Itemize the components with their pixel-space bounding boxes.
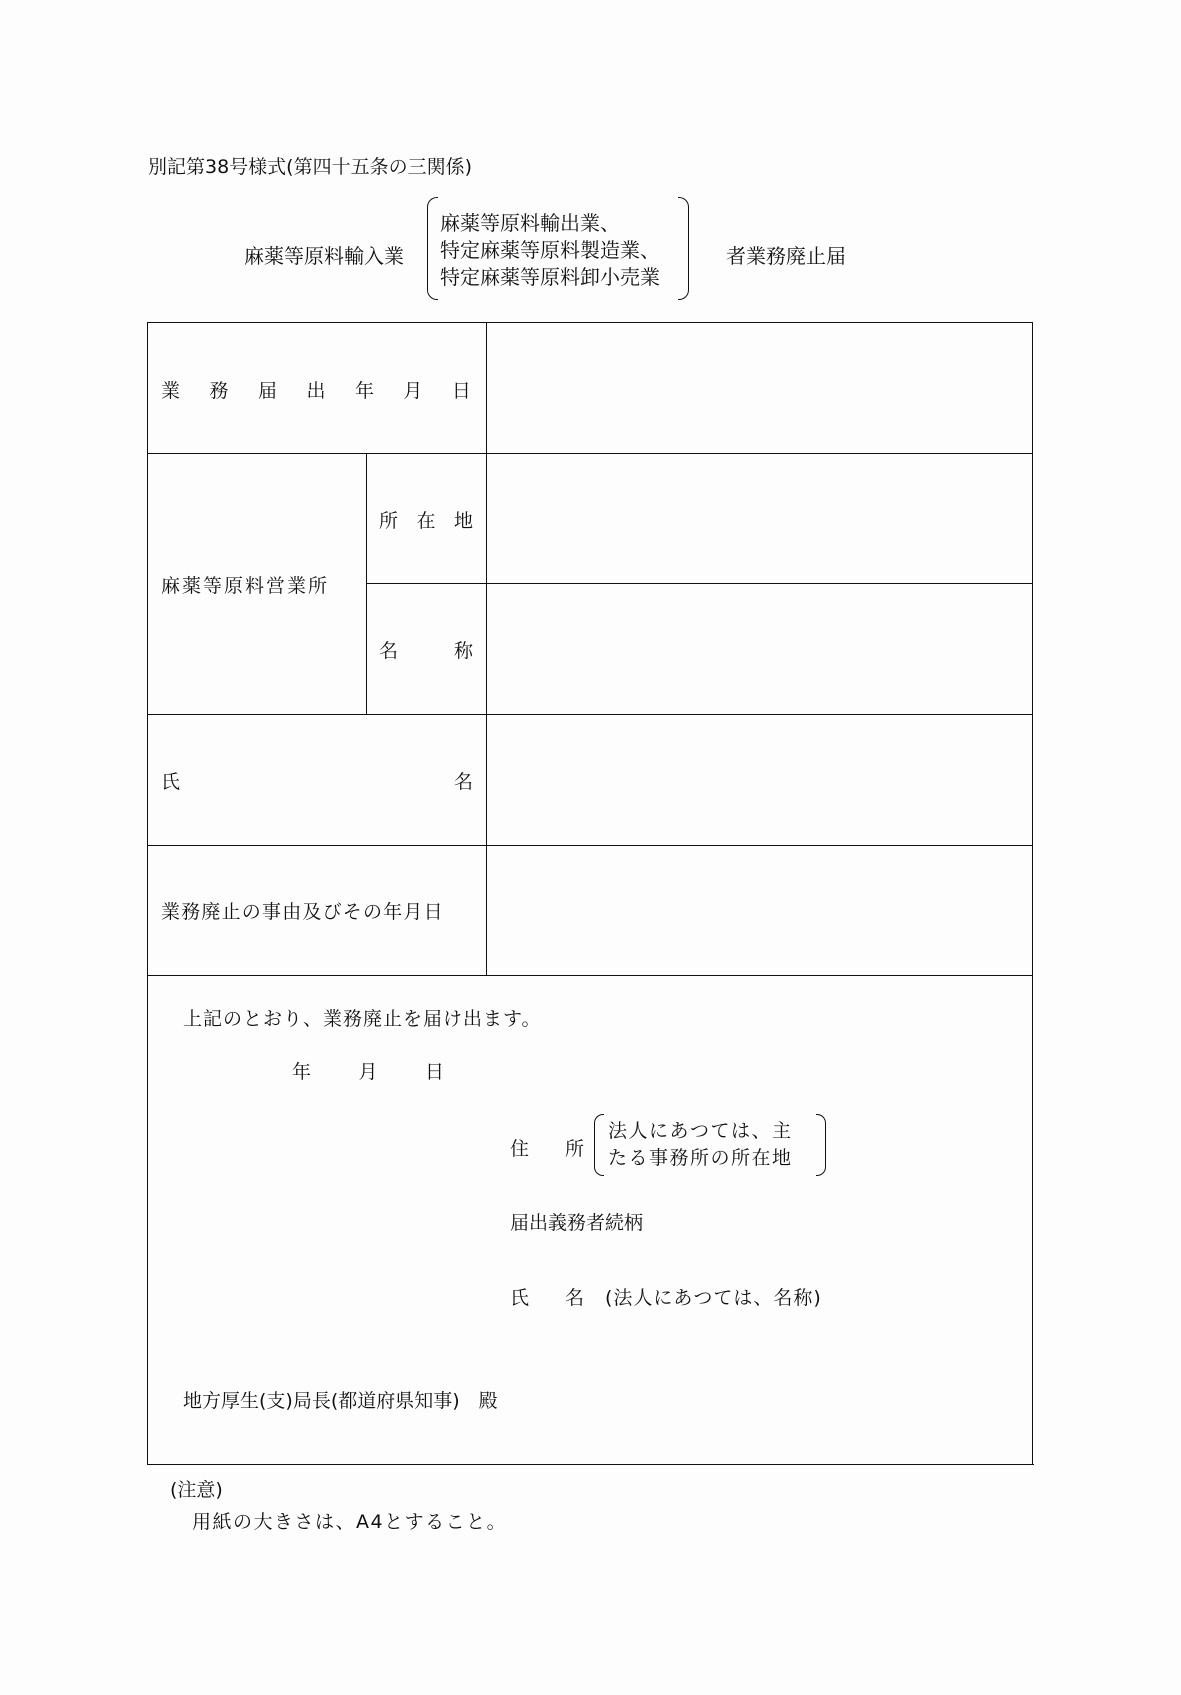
row-divider bbox=[147, 453, 1033, 454]
title-option: 麻薬等原料輸出業、 bbox=[440, 211, 620, 235]
address-label bbox=[510, 1134, 584, 1161]
row-divider bbox=[147, 714, 1033, 715]
title-option: 特定麻薬等原料卸小売業 bbox=[440, 265, 660, 289]
label-name bbox=[161, 767, 473, 794]
table-border-right bbox=[1032, 322, 1033, 1465]
title-option: 特定麻薬等原料製造業、 bbox=[440, 238, 660, 262]
label-abolition-reason: 業務廃止の事由及びその年月日 bbox=[161, 901, 444, 923]
row-divider bbox=[147, 845, 1033, 846]
label-char: 名 bbox=[453, 771, 473, 793]
relation-label: 届出義務者続柄 bbox=[510, 1212, 644, 1234]
label-char: 氏 bbox=[161, 771, 181, 793]
value-office-location[interactable] bbox=[488, 455, 1032, 583]
declaration-statement: 上記のとおり、業務廃止を届け出ます。 bbox=[183, 1008, 542, 1030]
label-char: 届 bbox=[257, 380, 277, 402]
label-char: 所 bbox=[379, 510, 399, 532]
date-char: 月 bbox=[358, 1061, 378, 1083]
table-border-bottom bbox=[147, 1464, 1034, 1465]
title-bracket-group bbox=[427, 197, 689, 298]
value-name[interactable] bbox=[488, 716, 1032, 845]
label-char: 名 bbox=[564, 1287, 584, 1309]
label-char: 称 bbox=[453, 640, 473, 662]
label-office-location bbox=[379, 506, 473, 533]
date-char: 年 bbox=[292, 1061, 312, 1083]
date-char: 日 bbox=[424, 1061, 444, 1083]
label-char: 業 bbox=[161, 380, 181, 402]
declaration-date bbox=[292, 1057, 444, 1084]
label-char: 氏 bbox=[510, 1287, 530, 1309]
label-char: 出 bbox=[306, 380, 326, 402]
label-char: 務 bbox=[209, 380, 229, 402]
applicant-name-note: (法人にあつては、名称) bbox=[605, 1287, 822, 1309]
notes-text: 用紙の大きさは、A4とすること。 bbox=[192, 1511, 508, 1533]
table-border-top bbox=[147, 322, 1033, 323]
label-char: 月 bbox=[403, 380, 423, 402]
left-bracket-icon bbox=[594, 1114, 604, 1176]
left-bracket-icon bbox=[427, 197, 438, 300]
label-notification-date bbox=[161, 376, 471, 403]
title-prefix: 麻薬等原料輸入業 bbox=[244, 244, 404, 268]
notes-heading: (注意) bbox=[170, 1479, 223, 1501]
label-char: 住 bbox=[510, 1138, 530, 1160]
applicant-name-label bbox=[510, 1283, 584, 1310]
address-note-bracket bbox=[594, 1114, 826, 1176]
address-note-line: たる事務所の所在地 bbox=[608, 1147, 793, 1169]
right-bracket-icon bbox=[816, 1114, 826, 1176]
title-suffix: 者業務廃止届 bbox=[726, 244, 846, 268]
label-office-name bbox=[379, 636, 473, 663]
label-char: 所 bbox=[564, 1138, 584, 1160]
column-divider bbox=[486, 322, 487, 975]
row-divider bbox=[366, 583, 1033, 584]
table-border-left bbox=[147, 322, 148, 1465]
label-office-group: 麻薬等原料営業所 bbox=[161, 575, 330, 597]
label-char: 名 bbox=[379, 640, 399, 662]
value-office-name[interactable] bbox=[488, 585, 1032, 714]
right-bracket-icon bbox=[678, 197, 689, 300]
address-note-line: 法人にあつては、主 bbox=[608, 1120, 793, 1142]
value-abolition-reason[interactable] bbox=[488, 847, 1032, 975]
form-heading: 別記第38号様式(第四十五条の三関係) bbox=[148, 156, 473, 178]
label-char: 地 bbox=[453, 510, 473, 532]
value-notification-date[interactable] bbox=[488, 324, 1032, 453]
label-char: 日 bbox=[451, 380, 471, 402]
label-char: 在 bbox=[416, 510, 436, 532]
label-char: 年 bbox=[354, 380, 374, 402]
row-divider bbox=[147, 975, 1033, 976]
addressee: 地方厚生(支)局長(都道府県知事) 殿 bbox=[183, 1390, 498, 1412]
